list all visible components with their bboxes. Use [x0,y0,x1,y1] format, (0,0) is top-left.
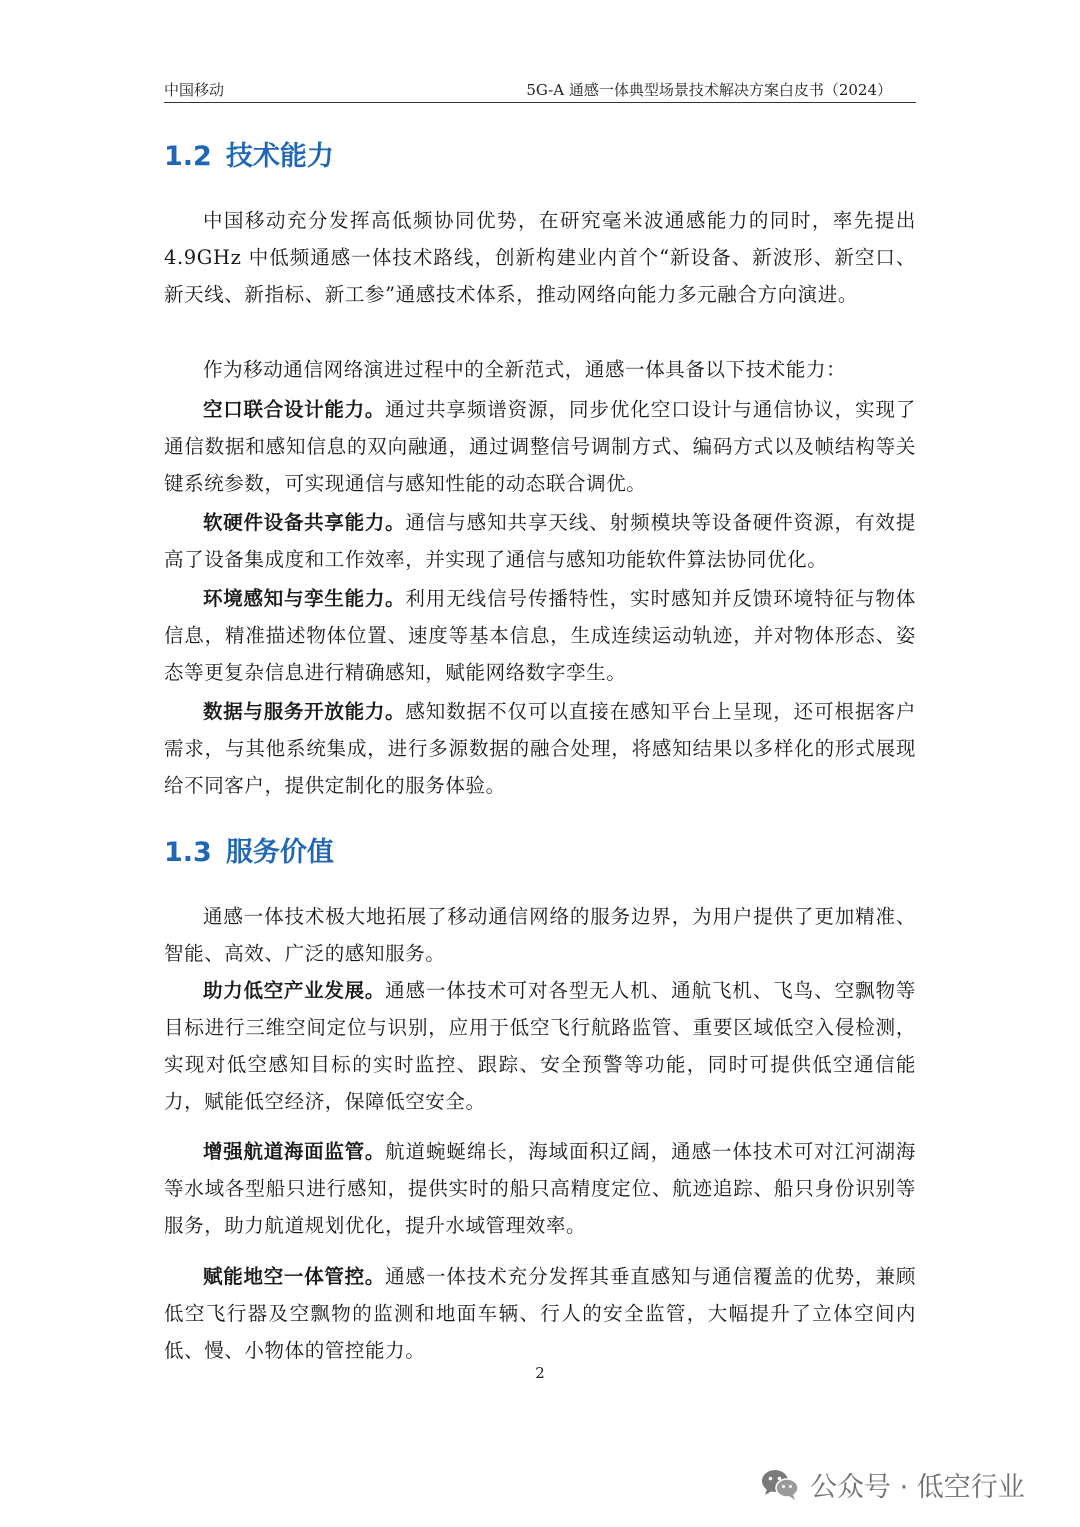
capability-paragraph [164,391,916,502]
value-paragraph [164,972,916,1120]
paragraph-text: 通感一体技术充分发挥其垂直感知与通信覆盖的优势，兼顾低空飞行器及空飘物的监测和地面车辆、行人的安全监管，大幅提升了立体空间内低、慢、小物体的管控能力。 [164,1265,916,1362]
header-org: 中国移动 [164,81,225,99]
capability-paragraph [164,580,916,691]
paragraph-lead: 增强航道海面监管。 [203,1140,386,1163]
paragraph-lead: 环境感知与孪生能力。 [203,587,406,610]
watermark-text: 公众号 · 低空行业 [810,1471,1025,1503]
section-1-2-intro: 中国移动充分发挥高低频协同优势，在研究毫米波通感能力的同时，率先提出 4.9GHz 中低频通感一体技术路线，创新构建业内首个“新设备、新波形、新空口、新天线、新指标、新工参”通感技术体系，推动网络向能力多元融合方向演进。 [164,209,916,306]
value-paragraph [164,1258,916,1369]
section-number: 1.3 [164,837,212,868]
paragraph-text: 通过共享频谱资源，同步优化空口设计与通信协议，实现了通信数据和感知信息的双向融通，通过调整信号调制方式、编码方式以及帧结构等关键系统参数，可实现通信与感知性能的动态联合调优。 [164,398,916,495]
paragraph-lead: 赋能地空一体管控。 [203,1265,386,1288]
header-doc-title: 5G-A 通感一体典型场景技术解决方案白皮书（2024） [526,81,892,99]
wechat-icon [760,1467,800,1501]
paragraph-lead: 空口联合设计能力。 [203,398,386,421]
section-1-3-intro: 通感一体技术极大地拓展了移动通信网络的服务边界，为用户提供了更加精准、智能、高效、广泛的感知服务。 [164,905,916,965]
paragraph-text: 通信与感知共享天线、射频模块等设备硬件资源，有效提高了设备集成度和工作效率，并实现了通信与感知功能软件算法协同优化。 [164,511,916,571]
paragraph-lead: 数据与服务开放能力。 [203,700,406,723]
page-header [164,76,916,103]
paragraph-text: 航道蜿蜒绵长，海域面积辽阔，通感一体技术可对江河湖海等水域各型船只进行感知，提供实时的船只高精度定位、航迹追踪、船只身份识别等服务，助力航道规划优化，提升水域管理效率。 [164,1140,916,1237]
section-1-2-lead-in: 作为移动通信网络演进过程中的全新范式，通感一体具备以下技术能力： [203,358,847,381]
capability-paragraph [164,693,916,804]
paragraph-lead: 助力低空产业发展。 [203,979,386,1002]
section-1-3-heading [164,830,334,869]
section-title: 服务价值 [225,837,334,868]
paragraph-lead: 软硬件设备共享能力。 [203,511,406,534]
section-title: 技术能力 [225,141,334,172]
section-number: 1.2 [164,141,212,172]
capability-paragraph [164,504,916,578]
paragraph-text: 利用无线信号传播特性，实时感知并反馈环境特征与物体信息，精准描述物体位置、速度等基本信息，生成连续运动轨迹，并对物体形态、姿态等更复杂信息进行精确感知，赋能网络数字孪生。 [164,587,916,684]
watermark [760,1464,1025,1504]
paragraph-text: 感知数据不仅可以直接在感知平台上呈现，还可根据客户需求，与其他系统集成，进行多源数据的融合处理，将感知结果以多样化的形式展现给不同客户，提供定制化的服务体验。 [164,700,916,797]
page-number: 2 [535,1364,545,1382]
section-1-2-heading [164,134,334,173]
value-paragraph [164,1133,916,1244]
paragraph-text: 通感一体技术可对各型无人机、通航飞机、飞鸟、空飘物等目标进行三维空间定位与识别，应用于低空飞行航路监管、重要区域低空入侵检测，实现对低空感知目标的实时监控、跟踪、安全预警等功能，同时可提供低空通信能力，赋能低空经济，保障低空安全。 [164,979,916,1113]
